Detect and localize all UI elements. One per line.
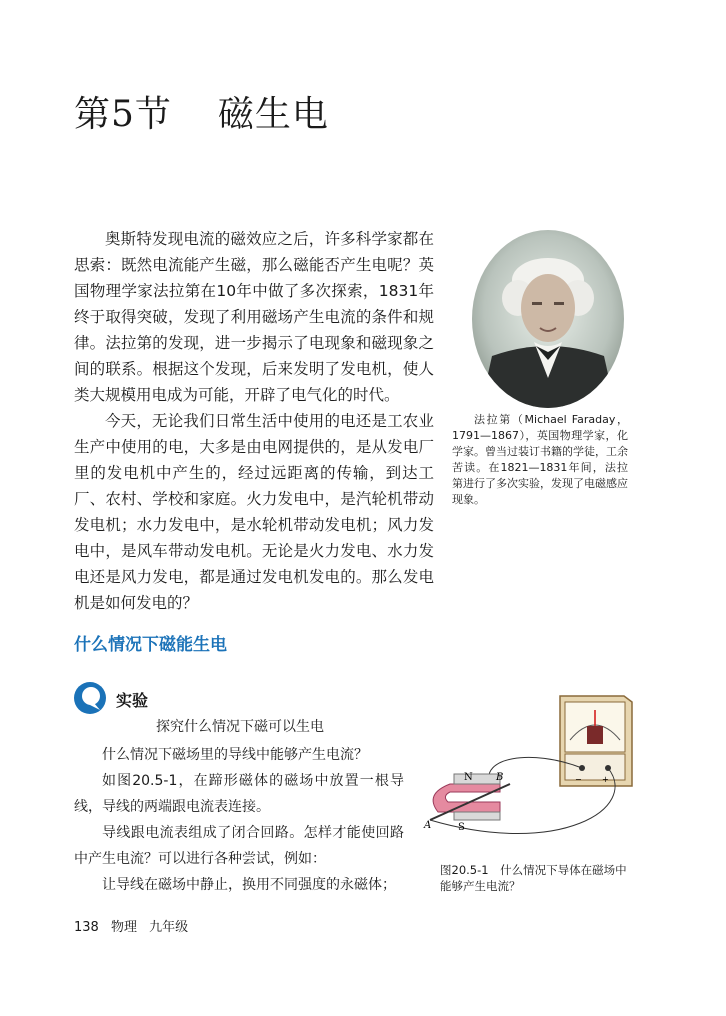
paragraph-1: 奥斯特发现电流的磁效应之后，许多科学家都在思索：既然电流能产生磁，那么磁能否产生电呢？英国物理学家法拉第在10年中做了多次探索，1831年终于取得突破，发现了利用磁场产生电流的条件和规律。法拉第的发现，进一步揭示了电现象和磁现象之间的联系。根据这个发现，后来发明了发电机，使人类大规模用电成为可能，开辟了电气化的时代。 [74, 230, 434, 404]
experiment-diagram [410, 688, 640, 856]
faraday-portrait [470, 228, 626, 410]
page-number: 138 [74, 920, 99, 935]
galvanometer [560, 696, 632, 786]
figure-caption: 图20.5-1 什么情况下导体在磁场中能够产生电流？ [440, 863, 627, 893]
paragraph-2: 今天，无论我们日常生活中使用的电还是工农业生产中使用的电，大多是由电网提供的，是从发电厂里的发电机中产生的，经过远距离的传输，到达工厂、农村、学校和家庭。火力发电中，是汽轮机带动发电机；水力发电中，是水轮机带动发电机；风力发电中，是风车带动发电机。无论是火力发电、水力发电还是风力发电，都是通过发电机发电的。那么发电机是如何发电的？ [74, 412, 434, 612]
subject-name: 物理 [110, 920, 137, 935]
experiment-icon [72, 680, 108, 716]
experiment-text [74, 742, 404, 898]
page-footer [74, 916, 196, 935]
experiment-label: 实验 [116, 691, 149, 710]
section-number: 第5节 [74, 94, 172, 135]
terminal-plus: + [602, 775, 609, 784]
experiment-line-3: 导线跟电流表组成了闭合回路。怎样才能使回路中产生电流？可以进行各种尝试，例如： [74, 825, 404, 867]
label-n: N [464, 772, 473, 783]
experiment-line-2: 如图20.5-1，在蹄形磁体的磁场中放置一根导线，导线的两端跟电流表连接。 [74, 773, 404, 815]
label-a: A [424, 820, 432, 831]
terminal-minus: − [575, 775, 582, 784]
section-name: 磁生电 [217, 94, 329, 135]
label-s: S [458, 822, 465, 833]
grade-name: 九年级 [149, 920, 189, 935]
experiment-line-1: 什么情况下磁场里的导线中能够产生电流？ [102, 747, 368, 763]
portrait-caption: 法拉第（Michael Faraday，1791—1867），英国物理学家，化学家。曾当过装订书籍的学徒，工余苦读。在1821—1831年间，法拉第进行了多次实验，发现了电磁感应现象。 [452, 413, 628, 506]
intro-text [74, 226, 434, 616]
section-heading: 什么情况下磁能生电 [74, 635, 227, 655]
experiment-title: 探究什么情况下磁可以生电 [156, 719, 324, 735]
page-title [74, 86, 329, 137]
experiment-line-4: 让导线在磁场中静止，换用不同强度的永磁体； [102, 877, 396, 893]
label-b: B [496, 772, 504, 783]
